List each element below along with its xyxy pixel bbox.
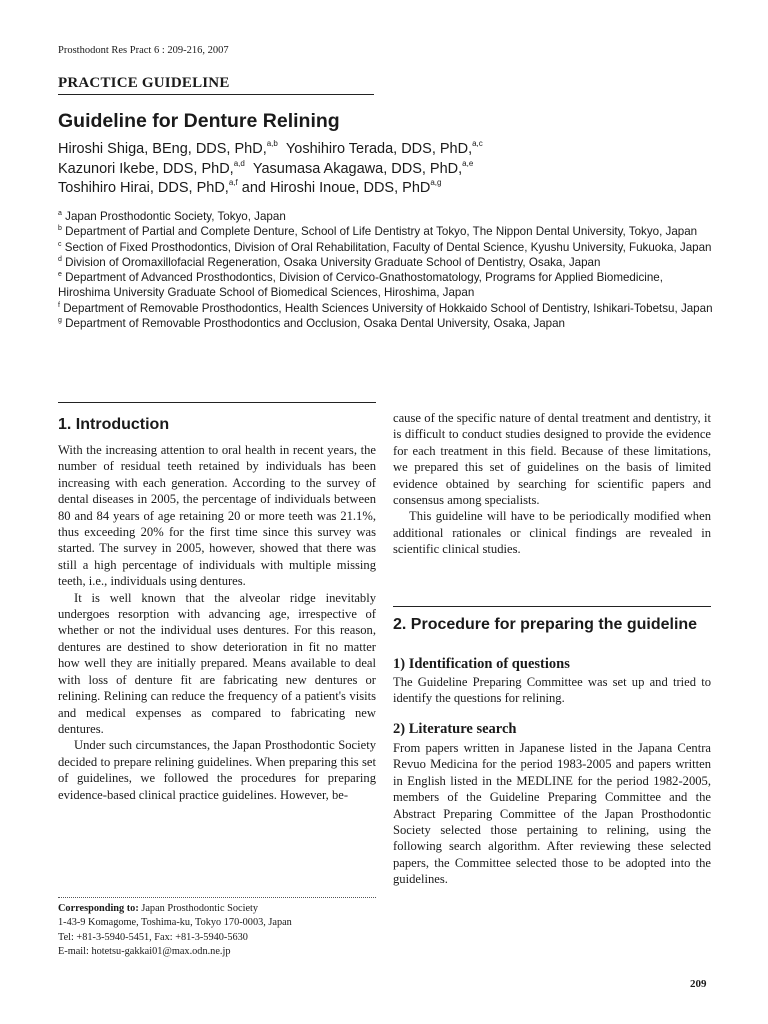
introduction-heading: 1. Introduction xyxy=(58,416,170,433)
footnote-divider xyxy=(58,897,376,898)
paragraph: With the increasing attention to oral health in recent years, the number of residual teeth retained by individuals has been increasing with each generation. According to the survey of dental diseases in 2005, the percentage of individuals between 80 and 84 years of age retaining 20 or more teeth was 21.1%, thus exceeding 20% for the first time since this survey was started. The survey in 2005, however, showed that there was still a high percentage of individuals with multiple missing teeth, i.e., individuals using dentures. xyxy=(58,443,376,589)
author-affiliation-marker: a,e xyxy=(462,158,474,168)
author-name: Toshihiro Hirai, DDS, PhD, xyxy=(58,180,229,196)
paragraph: This guideline will have to be periodically modified when additional rationales or clinical findings are revealed in scientific clinical studies. xyxy=(393,509,711,557)
affiliation-item: $^g$ Department of Removable Prosthodontics and Occlusion, Osaka Dental University, Osaka, Japan xyxy=(58,317,565,331)
article-type-label: PRACTICE GUIDELINE xyxy=(58,75,374,95)
author-line-1 xyxy=(58,140,483,160)
affiliation-item: $^c$ Section of Fixed Prosthodontics, Division of Oral Rehabilitation, Faculty of Dental Science, Kyushu University, Fukuoka, Japan xyxy=(58,240,712,254)
subheading-identification: 1) Identification of questions xyxy=(393,656,570,672)
author-line-3 xyxy=(58,179,483,199)
author-affiliation-marker: a,f xyxy=(228,178,238,188)
author-name: and Hiroshi Inoue, DDS, PhD xyxy=(241,180,431,196)
correspondence-block xyxy=(58,902,376,960)
affiliation-item: $^f$ Department of Removable Prosthodontics, Health Sciences University of Hokkaido School of Dentistry, Ishikari-Tobetsu, Japan xyxy=(58,301,713,315)
article-title: Guideline for Denture Relining xyxy=(58,110,340,132)
correspondence-address: 1-43-9 Komagome, Toshima-ku, Tokyo 170-0003, Japan xyxy=(58,917,292,929)
correspondence-email: E-mail: hotetsu-gakkai01@max.odn.ne.jp xyxy=(58,946,231,958)
author-affiliation-marker: a,b xyxy=(266,139,278,149)
journal-citation: Prosthodont Res Pract 6 : 209-216, 2007 xyxy=(58,45,229,56)
affiliation-item: $^e$ Department of Advanced Prosthodontics, Division of Cervico-Gnathostomatology, Programs for Applied Biomedicine, Hiroshima University Graduate School of Biomedical Sciences, Hiroshima, Japan xyxy=(58,271,663,300)
author-name: Hiroshi Shiga, BEng, DDS, PhD, xyxy=(58,141,267,157)
paragraph: cause of the specific nature of dental treatment and dentistry, it is difficult to conduct studies designed to provide the evidence for each treatment in this field. Because of these limitations, we prepared this set of guidelines on the basis of limited evidence obtained by searching for scientific papers and consensus among specialists. xyxy=(393,411,711,508)
author-name: Kazunori Ikebe, DDS, PhD, xyxy=(58,160,234,177)
affiliation-item: $^b$ Department of Partial and Complete Denture, School of Life Dentistry at Tokyo, The Nippon Dental University, Tokyo, Japan xyxy=(58,225,698,239)
literature-search-text: From papers written in Japanese listed in the Japana Centra Revuo Medicina for the period 1983-2005 and papers written in English listed in the MEDLINE for the period 1982-2005, members of the Guideline Preparing Committee and the Abstract Preparing Committee of the Japan Prosthodontic Society selected those pertaining to relining, using the following search algorithm. After reviewing these selected papers, the Committee selected those to be adopted into the guidelines. xyxy=(393,741,711,887)
correspondence-org: Japan Prosthodontic Society xyxy=(141,903,259,914)
identification-text: The Guideline Preparing Committee was set up and tried to identify the questions for relining. xyxy=(393,675,711,706)
author-affiliation-marker: a,d xyxy=(233,158,245,168)
paragraph: It is well known that the alveolar ridge inevitably undergoes resorption with advancing age, irrespective of whether or not the individual uses dentures. For this reason, dentures are destined to show deterioration in fit no matter how well they are initially prepared. Means available to deal with loss of denture fit are fabricating new dentures or relining. Relining can reduce the frequency of a patient's visits and medical expenses as compared to fabricating new dentures. xyxy=(58,590,376,736)
section-divider xyxy=(58,402,376,403)
page-number: 209 xyxy=(690,978,707,990)
author-affiliation-marker: a,c xyxy=(472,139,483,149)
affiliation-item: $^a$ Japan Prosthodontic Society, Tokyo, Japan xyxy=(58,210,286,223)
section-divider xyxy=(393,606,711,607)
procedure-heading: 2. Procedure for preparing the guideline xyxy=(393,616,698,633)
correspondence-phone: Tel: +81-3-5940-5451, Fax: +81-3-5940-5630 xyxy=(58,931,248,943)
author-affiliation-marker: a,g xyxy=(430,178,442,188)
correspondence-label: Corresponding to: xyxy=(58,903,139,914)
author-name: Yasumasa Akagawa, DDS, PhD, xyxy=(252,160,463,177)
introduction-right-text xyxy=(393,410,711,558)
author-list xyxy=(58,140,483,199)
affiliation-item: $^d$ Division of Oromaxillofacial Regeneration, Osaka University Graduate School of Dentistry, Osaka, Japan xyxy=(58,255,601,269)
affiliation-list xyxy=(58,209,713,331)
author-line-2 xyxy=(58,160,483,180)
paragraph: Under such circumstances, the Japan Prosthodontic Society decided to prepare relining guidelines. When preparing this set of guidelines, we followed the procedures for preparing evidence-based clinical practice guidelines. However, be- xyxy=(58,738,376,802)
introduction-left-text xyxy=(58,442,376,803)
author-name: Yoshihiro Terada, DDS, PhD, xyxy=(285,141,473,157)
subheading-literature-search: 2) Literature search xyxy=(393,721,517,737)
